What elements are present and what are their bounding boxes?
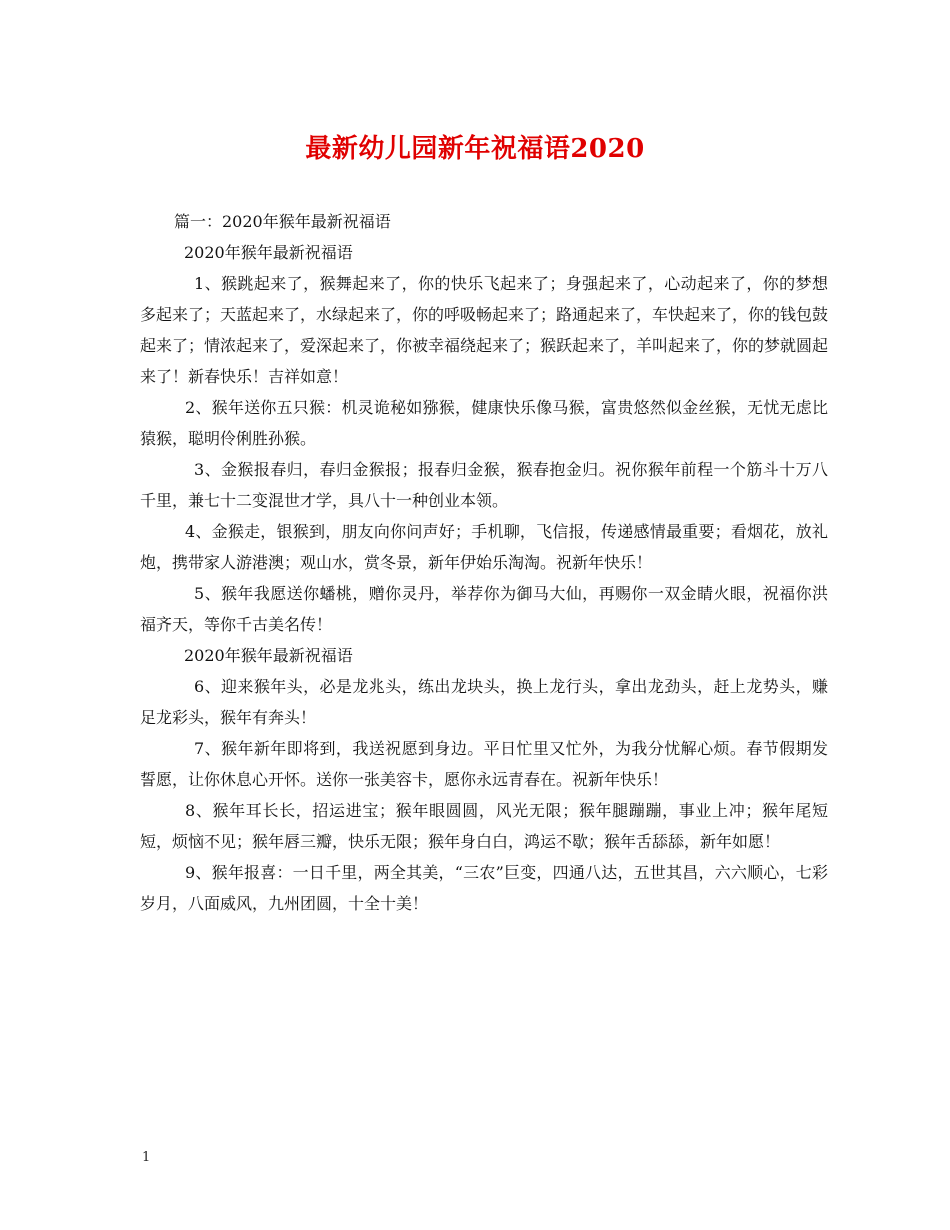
blessing-item-2: 2、猴年送你五只猴：机灵诡秘如猕猴，健康快乐像马猴，富贵悠然似金丝猴，无忧无虑比猿猴，聪明伶俐胜孙猴。	[140, 398, 828, 448]
blessing-item-5: 5、猴年我愿送你蟠桃，赠你灵丹，举荐你为御马大仙，再赐你一双金睛火眼，祝福你洪福齐天，等你千古美名传！	[140, 584, 828, 634]
blessing-item-9: 9、猴年报喜：一日千里，两全其美，“三农”巨变，四通八达，五世其昌，六六顺心，七彩岁月，八面威风，九州团圆，十全十美！	[140, 863, 828, 913]
document-title: 最新幼儿园新年祝福语2020	[305, 134, 645, 164]
document-body	[140, 206, 828, 919]
blessing-item-1: 1、猴跳起来了，猴舞起来了，你的快乐飞起来了；身强起来了，心动起来了，你的梦想多起来了；天蓝起来了，水绿起来了，你的呼吸畅起来了；路通起来了，车快起来了，你的钱包鼓起来了；情浓起来了，爱深起来了，你被幸福绕起来了；猴跃起来了，羊叫起来了，你的梦就圆起来了！新春快乐！吉祥如意！	[140, 274, 829, 386]
section-heading: 篇一：2020年猴年最新祝福语	[174, 212, 391, 231]
blessing-item-6: 6、迎来猴年头，必是龙兆头，练出龙块头，换上龙行头，拿出龙劲头，赶上龙势头，赚足龙彩头，猴年有奔头！	[140, 677, 828, 727]
blessing-item-4: 4、金猴走，银猴到，朋友向你问声好；手机聊，飞信报，传递感情最重要；看烟花，放礼炮，携带家人游港澳；观山水，赏冬景，新年伊始乐淘淘。祝新年快乐！	[140, 522, 828, 572]
subheading: 2020年猴年最新祝福语	[184, 243, 353, 262]
blessing-item-8: 8、猴年耳长长，招运进宝；猴年眼圆圆，风光无限；猴年腿蹦蹦，事业上冲；猴年尾短短，烦恼不见；猴年唇三瓣，快乐无限；猴年身白白，鸿运不歇；猴年舌舔舔，新年如愿！	[140, 801, 828, 851]
blessing-item-3: 3、金猴报春归，春归金猴报；报春归金猴，猴春抱金归。祝你猴年前程一个筋斗十万八千里，兼七十二变混世才学，具八十一种创业本领。	[140, 460, 828, 510]
subheading: 2020年猴年最新祝福语	[184, 646, 353, 665]
blessing-item-7: 7、猴年新年即将到，我送祝愿到身边。平日忙里又忙外，为我分忧解心烦。春节假期发誓愿，让你休息心开怀。送你一张美容卡，愿你永远青春在。祝新年快乐！	[140, 739, 828, 789]
page-number: 1	[142, 1150, 151, 1165]
